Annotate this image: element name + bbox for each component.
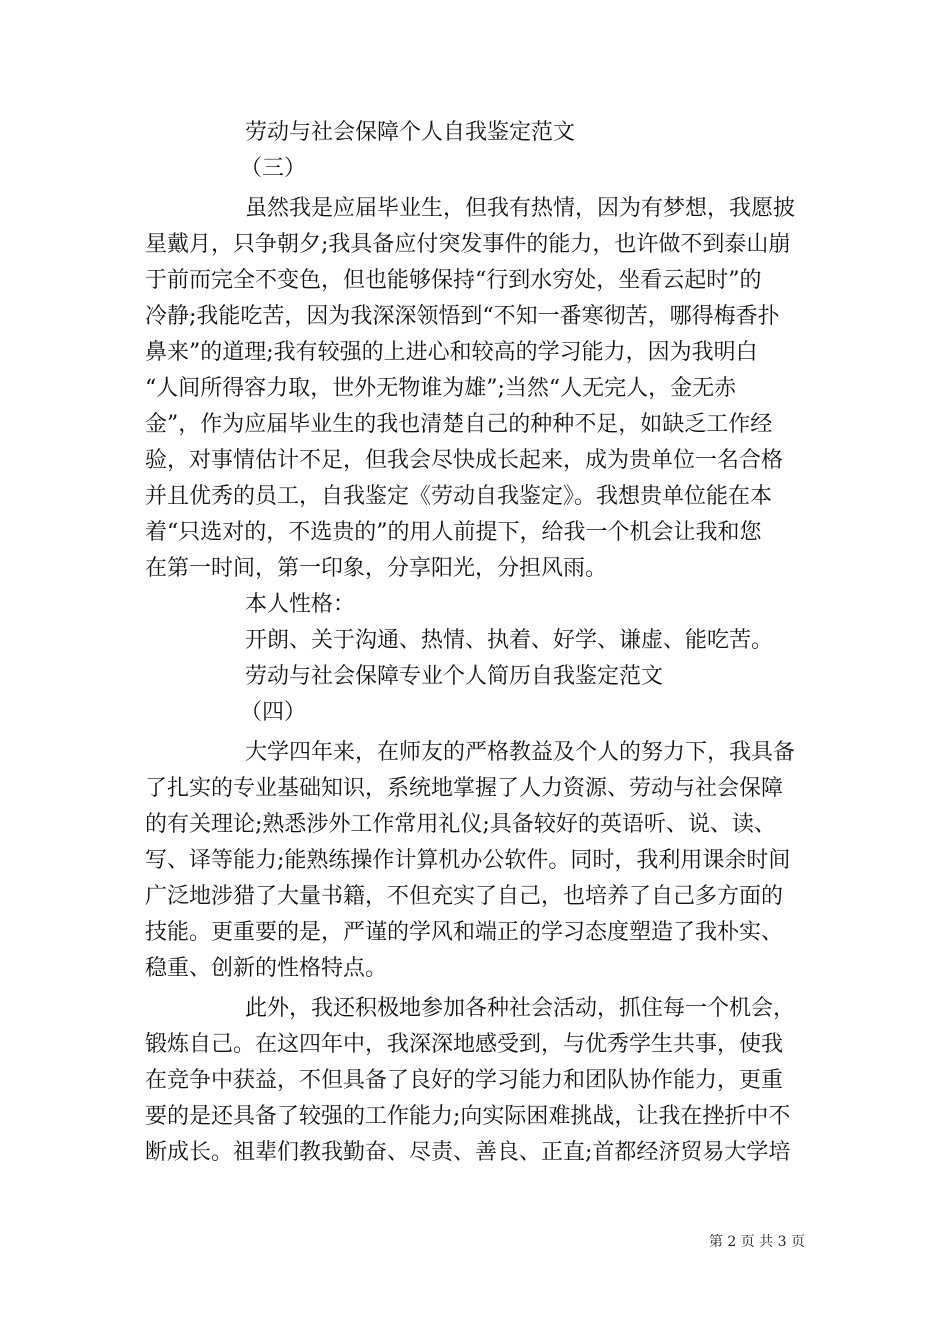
paragraph-line: 金”，作为应届毕业生的我也清楚自己的种种不足，如缺乏工作经 <box>145 412 773 437</box>
personality-label: 本人性格： <box>245 592 356 617</box>
document-body <box>145 115 810 1171</box>
paragraph-line: 锻炼自己。在这四年中，我深深地感受到，与优秀学生共事，使我 <box>145 1032 784 1057</box>
paragraph-line: “人间所得容力取，世外无物谁为雄”;当然“人无完人，金无赤 <box>145 376 737 401</box>
paragraph-line: 断成长。祖辈们教我勤奋、尽责、善良、正直;首都经济贸易大学培 <box>145 1140 791 1165</box>
paragraph <box>145 191 810 587</box>
section-title: 劳动与社会保障专业个人简历自我鉴定范文 <box>245 664 664 689</box>
page-number: 第 2 页 共 3 页 <box>708 1234 805 1250</box>
paragraph-line: 的有关理论;熟悉涉外工作常用礼仪;具备较好的英语听、说、读、 <box>145 812 776 837</box>
section-number: （三） <box>240 156 307 181</box>
paragraph-line: 此外，我还积极地参加各种社会活动，抓住每一个机会， <box>245 996 796 1021</box>
paragraph-line: 广泛地涉猎了大量书籍，不但充实了自己，也培养了自己多方面的 <box>145 884 784 909</box>
paragraph <box>145 991 810 1171</box>
paragraph-line: 鼻来”的道理;我有较强的上进心和较高的学习能力，因为我明白 <box>145 340 758 365</box>
paragraph <box>145 735 810 987</box>
paragraph-line: 写、译等能力;能熟练操作计算机办公软件。同时，我利用课余时间 <box>145 848 791 873</box>
paragraph-line: 虽然我是应届毕业生，但我有热情，因为有梦想，我愿披 <box>245 196 796 221</box>
paragraph-line: 冷静;我能吃苦，因为我深深领悟到“不知一番寒彻苦，哪得梅香扑 <box>145 304 780 329</box>
paragraph-line: 着“只选对的，不选贵的”的用人前提下，给我一个机会让我和您 <box>145 520 762 545</box>
paragraph-line: 于前而完全不变色，但也能够保持“行到水穷处，坐看云起时”的 <box>145 268 762 293</box>
personality-text: 开朗、关于沟通、热情、执着、好学、谦虚、能吃苦。 <box>245 628 774 653</box>
paragraph-line: 在第一时间，第一印象，分享阳光，分担风雨。 <box>145 556 608 581</box>
section-title: 劳动与社会保障个人自我鉴定范文 <box>245 120 576 145</box>
paragraph-line: 星戴月，只争朝夕;我具备应付突发事件的能力，也许做不到泰山崩 <box>145 232 791 257</box>
paragraph-line: 稳重、创新的性格特点。 <box>145 956 388 981</box>
section-number: （四） <box>240 700 307 725</box>
paragraph-line: 技能。更重要的是，严谨的学风和端正的学习态度塑造了我朴实、 <box>145 920 784 945</box>
paragraph-line: 要的是还具备了较强的工作能力;向实际困难挑战，让我在挫折中不 <box>145 1104 791 1129</box>
paragraph-line: 大学四年来，在师友的严格教益及个人的努力下，我具备 <box>245 740 796 765</box>
paragraph-line: 在竞争中获益，不但具备了良好的学习能力和团队协作能力，更重 <box>145 1068 784 1093</box>
paragraph-line: 验，对事情估计不足，但我会尽快成长起来，成为贵单位一名合格 <box>145 448 784 473</box>
paragraph-line: 并且优秀的员工，自我鉴定《劳动自我鉴定》。我想贵单位能在本 <box>145 484 773 509</box>
paragraph-line: 了扎实的专业基础知识，系统地掌握了人力资源、劳动与社会保障 <box>145 776 784 801</box>
